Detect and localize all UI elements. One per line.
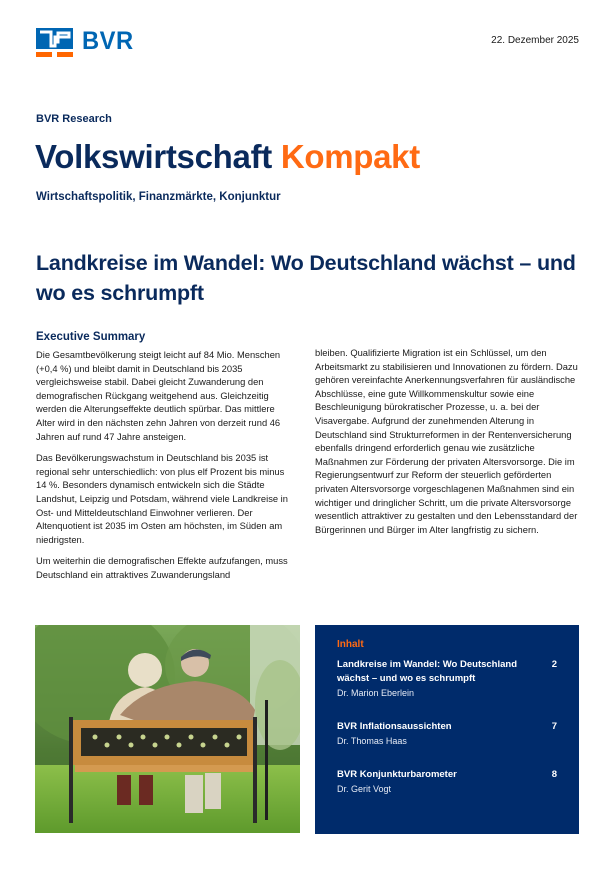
title-main: Volkswirtschaft <box>35 138 272 175</box>
title-accent: Kompakt <box>280 138 420 175</box>
article-headline: Landkreise im Wandel: Wo Deutschland wächst – und wo es schrumpft <box>36 251 576 305</box>
left-column <box>36 330 296 591</box>
toc-item-author: Dr. Gerit Vogt <box>337 784 392 794</box>
toc-item-title: BVR Inflationsaussichten <box>337 721 452 732</box>
paragraph: Die Gesamtbevölkerung steigt leicht auf 84 Mio. Menschen (+0,4 %) und bleibt damit in Deutschland bis 2035 vergleichsweise stabil. Dabei gleicht Zuwanderung den demografischen Rückgang weitgehend aus. Gleichzeitig werden die Alterungseffekte deutlich spürbar. Das mittlere Alter wird in den nächsten zehn Jahren von derzeit rund 46 Jahren auf rund 47 Jahre ansteigen. <box>36 350 281 442</box>
toc-heading: Inhalt <box>337 639 364 650</box>
publication-subtitle: Wirtschaftspolitik, Finanzmärkte, Konjunktur <box>36 191 281 203</box>
paragraph: Das Bevölkerungswachstum in Deutschland bis 2035 ist regional sehr unterschiedlich: von plus elf Prozent bis minus 14 %. Besonders dynamisch entwickeln sich die Städte Landshut, Leipzig und Potsdam, während viele Landkreise in Ost- und Mitteldeutschland Einwohner verlieren. Der Altenquotient ist 2035 im Osten am höchsten, im Süden am niedrigsten. <box>36 453 288 545</box>
toc-item[interactable] <box>337 720 557 748</box>
publication-title <box>35 138 420 176</box>
toc-item[interactable] <box>337 658 557 700</box>
elderly-couple-bench-image <box>35 625 300 833</box>
logo-text: BVR <box>82 27 134 55</box>
toc-item-page: 7 <box>551 721 557 732</box>
publication-date: 22. Dezember 2025 <box>491 35 579 46</box>
volksbank-logo-icon <box>36 28 73 58</box>
paragraph: bleiben. Qualifizierte Migration ist ein Schlüssel, um den Arbeitsmarkt zu stabilisieren und Innovationen zu fördern. Dazu gehören vereinfachte Anerkennungsverfahren für ausländische Abschlüsse, eine gute Willkommenskultur sowie eine Beschleunigung bürokratischer Prozesse, u. a. bei der Visavergabe. Aufgrund der zunehmenden Alterung in Deutschland sind Strukturreformen in der Rentenversicherung ebenfalls dringend erforderlich genau wie zusätzliche Maßnahmen zur Förderung der privaten Altersvorsorge. Die im Regierungsentwurf zur Reform der steuerlich geförderten privaten Altersvorsorge vorgeschlagenen Maßnahmen sind ein wichtiger und dringlicher Schritt, um die private Altersvorsorge wesentlich attraktiver zu gestalten und den Lebensstandard der Bürgerinnen und Bürger im Alter langfristig zu sichern. <box>315 348 578 535</box>
toc-item-author: Dr. Marion Eberlein <box>337 688 415 698</box>
right-column <box>315 347 583 545</box>
table-of-contents <box>315 625 579 834</box>
toc-item[interactable] <box>337 768 557 796</box>
cover-photo <box>35 625 300 833</box>
toc-item-title: BVR Konjunkturbarometer <box>337 769 457 780</box>
toc-item-author: Dr. Thomas Haas <box>337 736 407 746</box>
bvr-logo <box>36 28 136 58</box>
toc-item-page: 8 <box>551 769 557 780</box>
kicker: BVR Research <box>36 113 112 125</box>
section-heading: Executive Summary <box>36 331 146 343</box>
toc-item-title: Landkreise im Wandel: Wo Deutschland wächst – und wo es schrumpft <box>337 659 518 684</box>
toc-item-page: 2 <box>551 659 557 670</box>
paragraph: Um weiterhin die demografischen Effekte aufzufangen, muss Deutschland ein attraktives Zuwanderungsland <box>36 556 288 580</box>
